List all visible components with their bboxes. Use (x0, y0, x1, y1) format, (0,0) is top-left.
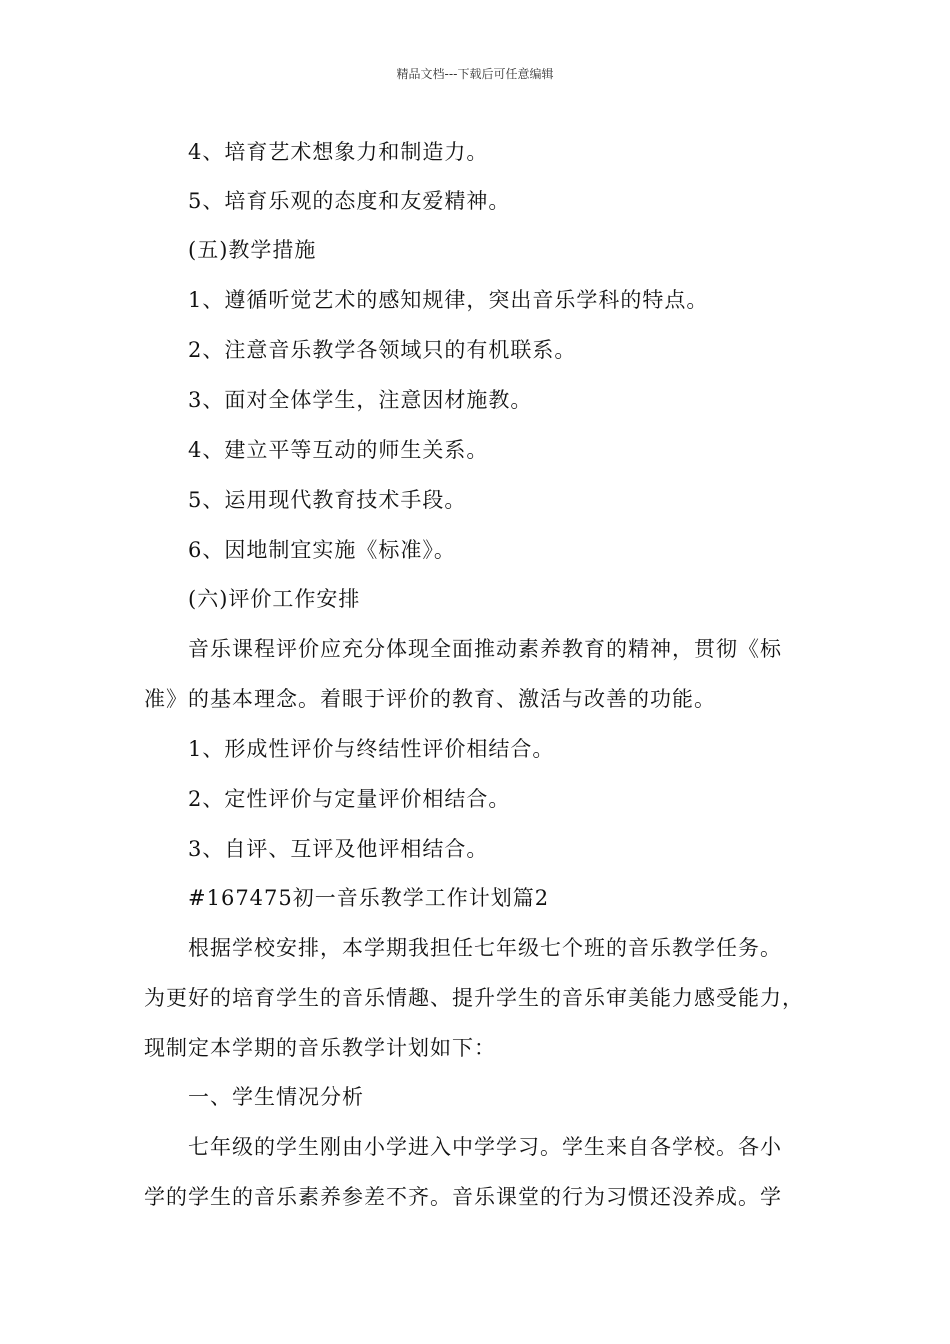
list-item: 1、遵循听觉艺术的感知规律，突出音乐学科的特点。 (188, 288, 709, 312)
section-heading: (六)评价工作安排 (188, 587, 361, 611)
list-item: 4、建立平等互动的师生关系。 (188, 438, 489, 462)
section-heading: 一、学生情况分析 (188, 1085, 364, 1109)
list-item: 1、形成性评价与终结性评价相结合。 (188, 737, 555, 761)
list-item: 2、注意音乐教学各领域只的有机联系。 (188, 338, 577, 362)
paragraph-line: 现制定本学期的音乐教学计划如下： (144, 1036, 496, 1060)
paragraph-line: 学的学生的音乐素养参差不齐。音乐课堂的行为习惯还没养成。学 (144, 1185, 782, 1209)
list-item: 2、定性评价与定量评价相结合。 (188, 787, 511, 811)
paragraph-line: 根据学校安排，本学期我担任七年级七个班的音乐教学任务。 (188, 936, 782, 960)
list-item: 4、培育艺术想象力和制造力。 (188, 140, 489, 164)
paragraph-line: 音乐课程评价应充分体现全面推动素养教育的精神，贯彻《标 (188, 637, 782, 661)
list-item: 6、因地制宜实施《标准》。 (188, 538, 456, 562)
article-title: #167475初一音乐教学工作计划篇2 (188, 886, 550, 910)
paragraph-line: 为更好的培育学生的音乐情趣、提升学生的音乐审美能力感受能力， (144, 986, 804, 1010)
list-item: 5、运用现代教育技术手段。 (188, 488, 467, 512)
list-item: 5、培育乐观的态度和友爱精神。 (188, 189, 511, 213)
paragraph-line: 准》的基本理念。着眼于评价的教育、激活与改善的功能。 (144, 687, 716, 711)
page-header: 精品文档---下载后可任意编辑 (396, 67, 554, 81)
paragraph-line: 七年级的学生刚由小学进入中学学习。学生来自各学校。各小 (188, 1135, 782, 1159)
list-item: 3、面对全体学生，注意因材施教。 (188, 388, 533, 412)
list-item: 3、自评、互评及他评相结合。 (188, 837, 489, 861)
section-heading: (五)教学措施 (188, 238, 317, 262)
